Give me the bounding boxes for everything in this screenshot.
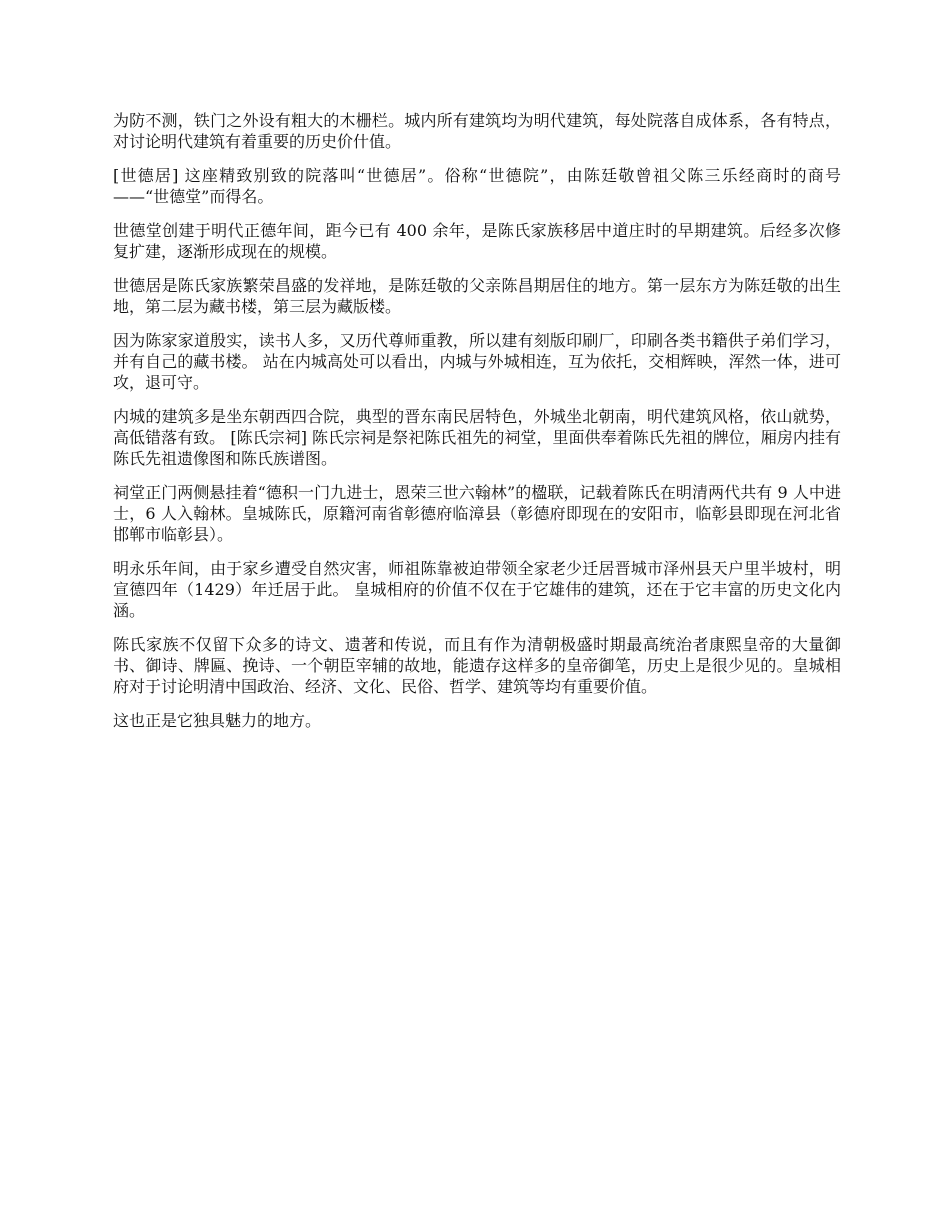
paragraph-4: 世德居是陈氏家族繁荣昌盛的发祥地，是陈廷敬的父亲陈昌期居住的地方。第一层东方为陈廷敬的出生地，第二层为藏书楼，第三层为藏版楼。 <box>113 276 841 316</box>
paragraph-8: 明永乐年间，由于家乡遭受自然灾害，师祖陈靠被迫带领全家老少迁居晋城市泽州县天户里半坡村，明宣德四年（1429）年迁居于此。 皇城相府的价值不仅在于它雄伟的建筑，还在于它丰富的历史文化内涵。 <box>113 559 841 620</box>
document-body <box>113 110 841 744</box>
paragraph-6: 内城的建筑多是坐东朝西四合院，典型的晋东南民居特色，外城坐北朝南，明代建筑风格，依山就势，高低错落有致。 [陈氏宗祠] 陈氏宗祠是祭祀陈氏祖先的祠堂，里面供奉着陈氏先祖的牌位，厢房内挂有陈氏先祖遗像图和陈氏族谱图。 <box>113 407 841 468</box>
paragraph-1: 为防不测，铁门之外设有粗大的木栅栏。城内所有建筑均为明代建筑，每处院落自成体系，各有特点，对讨论明代建筑有着重要的历史价什值。 <box>113 111 841 151</box>
paragraph-10: 这也正是它独具魅力的地方。 <box>113 711 322 730</box>
paragraph-9: 陈氏家族不仅留下众多的诗文、遗著和传说，而且有作为清朝极盛时期最高统治者康熙皇帝的大量御书、御诗、牌匾、挽诗、一个朝臣宰辅的故地，能遗存这样多的皇帝御笔，历史上是很少见的。皇城相府对于讨论明清中国政治、经济、文化、民俗、哲学、建筑等均有重要价值。 <box>113 635 841 696</box>
paragraph-7: 祠堂正门两侧悬挂着“德积一门九进士，恩荣三世六翰林”的楹联，记载着陈氏在明清两代共有 9 人中进士，6 人入翰林。皇城陈氏，原籍河南省彰德府临漳县（彰德府即现在的安阳市，临彰县即现在河北省邯郸市临彰县）。 <box>113 483 841 544</box>
paragraph-5: 因为陈家家道殷实，读书人多，又历代尊师重教，所以建有刻版印刷厂，印刷各类书籍供子弟们学习，并有自己的藏书楼。 站在内城高处可以看出，内城与外城相连，互为依托，交相辉映，浑然一体，进可攻，退可守。 <box>113 331 841 392</box>
paragraph-3: 世德堂创建于明代正德年间，距今已有 400 余年，是陈氏家族移居中道庄时的早期建筑。后经多次修复扩建，逐渐形成现在的规模。 <box>113 221 841 261</box>
paragraph-2: [世德居] 这座精致别致的院落叫“世德居”。俗称“世德院”，由陈廷敬曾祖父陈三乐经商时的商号——“世德堂”而得名。 <box>113 166 841 206</box>
